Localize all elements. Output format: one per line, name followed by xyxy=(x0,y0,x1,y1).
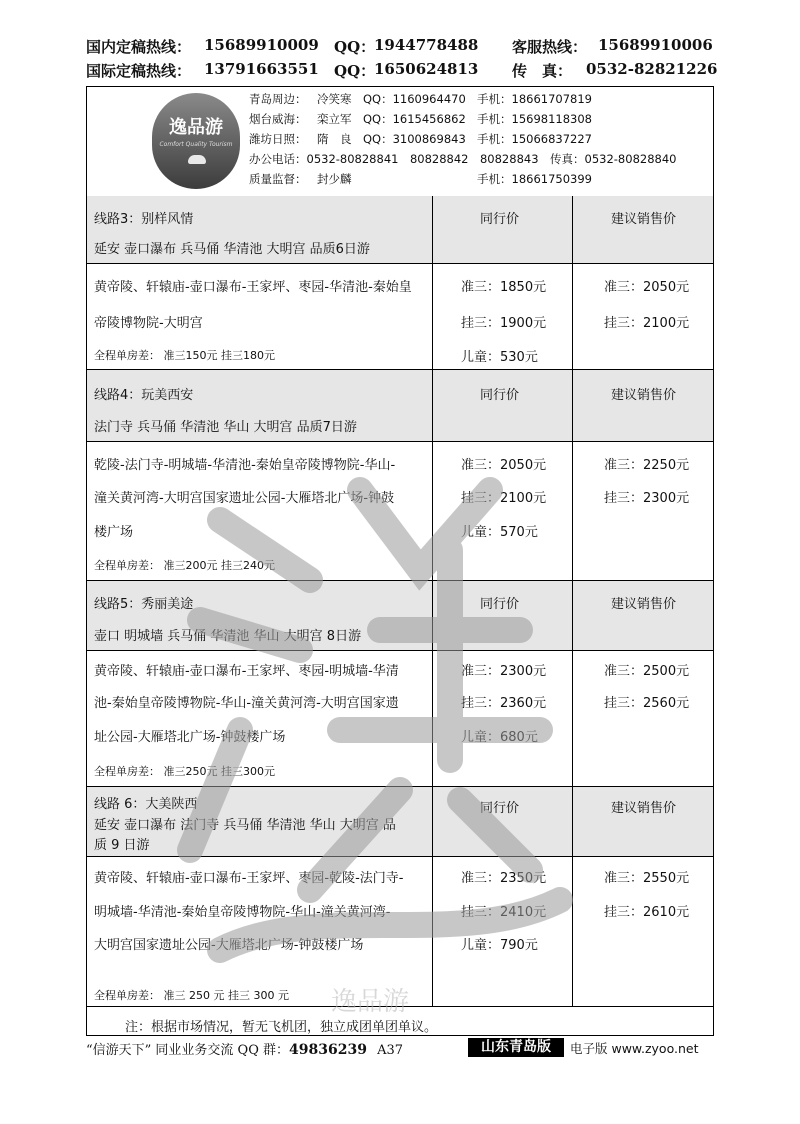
peer-price-child: 儿童：680元 xyxy=(461,730,538,745)
agency-logo xyxy=(152,93,240,189)
suggested-price: 准三：2500元 xyxy=(604,664,690,679)
footer-qq-group-label: “信游天下” 同业业务交流 QQ 群： xyxy=(86,1043,290,1058)
itinerary-line: 潼关黄河湾-大明宫国家遗址公园-大雁塔北广场-钟鼓 xyxy=(94,491,395,506)
route-title: 线路4：玩美西安 xyxy=(94,388,194,403)
logo-text: 逸品游 xyxy=(169,117,223,138)
domestic-hotline-label: 国内定稿热线： xyxy=(86,38,192,56)
peer-price-child: 儿童：790元 xyxy=(461,938,538,953)
watermark-text: 逸品游 xyxy=(330,987,410,1017)
route-4-body xyxy=(87,442,713,581)
suggested-price-header: 建议销售价 xyxy=(611,388,677,403)
route-6-header xyxy=(87,787,713,857)
contact-name: 冷笑寒 xyxy=(317,92,352,106)
contact-mobile: 手机：18661707819 xyxy=(477,92,592,106)
contact-region: 烟台威海： xyxy=(249,112,307,126)
peer-price: 挂三：2100元 xyxy=(461,491,547,506)
room-surcharge: 全程单房差： 准三200元 挂三240元 xyxy=(94,559,275,572)
route-subtitle-continued: 质 9 日游 xyxy=(94,838,150,853)
itinerary-line: 明城墙-华清池-秦始皇帝陵博物院-华山-潼关黄河湾- xyxy=(94,905,391,920)
qq-number-1: 1944778488 xyxy=(374,36,479,54)
route-5-body xyxy=(87,651,713,787)
peer-price: 挂三：1900元 xyxy=(461,316,547,331)
route-subtitle: 延安 壶口瀑布 法门寺 兵马俑 华清池 华山 大明宫 品 xyxy=(94,818,396,833)
shoe-icon xyxy=(188,155,206,164)
qq-number-2: 1650624813 xyxy=(374,60,479,78)
itinerary-line: 帝陵博物院-大明宫 xyxy=(94,316,203,331)
agency-header xyxy=(87,87,713,197)
logo-tagline: Comfort Quality Tourism xyxy=(159,141,233,148)
route-title: 线路 6：大美陕西 xyxy=(94,797,198,812)
route-6-body xyxy=(87,857,713,1007)
peer-price: 准三：1850元 xyxy=(461,280,547,295)
fax-label: 传 真： xyxy=(512,62,573,80)
footer-qq-group-number: 49836239 xyxy=(289,1042,367,1058)
contact-name: 栾立军 xyxy=(317,112,352,126)
suggested-price: 挂三：2300元 xyxy=(604,491,690,506)
intl-hotline-label: 国际定稿热线： xyxy=(86,62,192,80)
fax-number: 0532-82821226 xyxy=(586,60,718,78)
edition-badge: 山东青岛版 xyxy=(468,1038,564,1057)
contact-qq: QQ：1160964470 xyxy=(363,92,466,106)
itinerary-line: 池-秦始皇帝陵博物院-华山-潼关黄河湾-大明宫国家遗 xyxy=(94,696,399,711)
peer-price-child: 儿童：570元 xyxy=(461,525,538,540)
hotline-row-2 xyxy=(86,60,718,80)
peer-price-header: 同行价 xyxy=(480,597,520,612)
intl-hotline-number: 13791663551 xyxy=(204,60,319,78)
room-surcharge: 全程单房差： 准三 250 元 挂三 300 元 xyxy=(94,989,289,1002)
peer-price-header: 同行价 xyxy=(480,801,520,816)
peer-price: 准三：2050元 xyxy=(461,458,547,473)
suggested-price: 准三：2050元 xyxy=(604,280,690,295)
route-subtitle: 壶口 明城墙 兵马俑 华清池 华山 大明宫 8日游 xyxy=(94,629,362,644)
suggested-price-header: 建议销售价 xyxy=(611,212,677,227)
route-3-header xyxy=(87,196,713,264)
contact-name: 隋 良 xyxy=(317,132,352,146)
route-subtitle: 法门寺 兵马俑 华清池 华山 大明宫 品质7日游 xyxy=(94,420,357,435)
route-title: 线路3：别样风情 xyxy=(94,212,194,227)
suggested-price: 挂三：2100元 xyxy=(604,316,690,331)
contact-qq: QQ：3100869843 xyxy=(363,132,466,146)
domestic-hotline-number: 15689910009 xyxy=(204,36,319,54)
table-note: 注：根据市场情况，暂无飞机团，独立成团单团单议。 xyxy=(125,1020,438,1035)
service-hotline-number: 15689910006 xyxy=(598,36,713,54)
contact-region: 潍坊日照： xyxy=(249,132,307,146)
supervisor-name: 封少麟 xyxy=(317,172,352,186)
itinerary-line: 黄帝陵、轩辕庙-壶口瀑布-王家坪、枣园-明城墙-华清 xyxy=(94,664,399,679)
peer-price: 挂三：2360元 xyxy=(461,696,547,711)
contact-qq: QQ：1615456862 xyxy=(363,112,466,126)
contact-region: 青岛周边： xyxy=(249,92,307,106)
qq-label-1: QQ： xyxy=(334,38,376,56)
itinerary-line: 址公园-大雁塔北广场-钟鼓楼广场 xyxy=(94,730,286,745)
suggested-price: 准三：2550元 xyxy=(604,871,690,886)
itinerary-line: 黄帝陵、轩辕庙-壶口瀑布-王家坪、枣园-华清池-秦始皇 xyxy=(94,280,412,295)
peer-price: 准三：2350元 xyxy=(461,871,547,886)
itinerary-line: 楼广场 xyxy=(94,525,134,540)
website: 电子版 www.zyoo.net xyxy=(570,1041,699,1056)
suggested-price: 挂三：2610元 xyxy=(604,905,690,920)
service-hotline-label: 客服热线： xyxy=(512,38,588,56)
contact-mobile: 手机：15698118308 xyxy=(477,112,592,126)
room-surcharge: 全程单房差： 准三150元 挂三180元 xyxy=(94,349,275,362)
route-title: 线路5：秀丽美途 xyxy=(94,597,194,612)
contact-mobile: 手机：15066837227 xyxy=(477,132,592,146)
footer-left xyxy=(86,1039,403,1057)
supervisor-label: 质量监督： xyxy=(249,172,307,186)
route-4-header xyxy=(87,370,713,442)
suggested-price-header: 建议销售价 xyxy=(611,801,677,816)
peer-price-child: 儿童：530元 xyxy=(461,350,538,365)
suggested-price: 挂三：2560元 xyxy=(604,696,690,711)
suggested-price: 准三：2250元 xyxy=(604,458,690,473)
peer-price-header: 同行价 xyxy=(480,212,520,227)
route-5-header xyxy=(87,581,713,651)
route-price-table xyxy=(86,86,714,1036)
room-surcharge: 全程单房差： 准三250元 挂三300元 xyxy=(94,765,275,778)
peer-price: 准三：2300元 xyxy=(461,664,547,679)
suggested-price-header: 建议销售价 xyxy=(611,597,677,612)
qq-label-2: QQ： xyxy=(334,62,376,80)
peer-price-header: 同行价 xyxy=(480,388,520,403)
route-subtitle: 延安 壶口瀑布 兵马俑 华清池 大明宫 品质6日游 xyxy=(94,242,370,257)
route-3-body xyxy=(87,264,713,370)
itinerary-line: 乾陵-法门寺-明城墙-华清池-秦始皇帝陵博物院-华山- xyxy=(94,458,396,473)
itinerary-line: 黄帝陵、轩辕庙-壶口瀑布-王家坪、枣园-乾陵-法门寺- xyxy=(94,871,404,886)
hotline-row-1 xyxy=(86,36,714,56)
itinerary-line: 大明宫国家遗址公园-大雁塔北广场-钟鼓楼广场 xyxy=(94,938,364,953)
page-number: A37 xyxy=(377,1043,404,1058)
supervisor-mobile: 手机：18661750399 xyxy=(477,172,592,186)
office-phone: 办公电话：0532-80828841 80828842 80828843 传真：0532-80828840 xyxy=(249,152,677,166)
peer-price: 挂三：2410元 xyxy=(461,905,547,920)
